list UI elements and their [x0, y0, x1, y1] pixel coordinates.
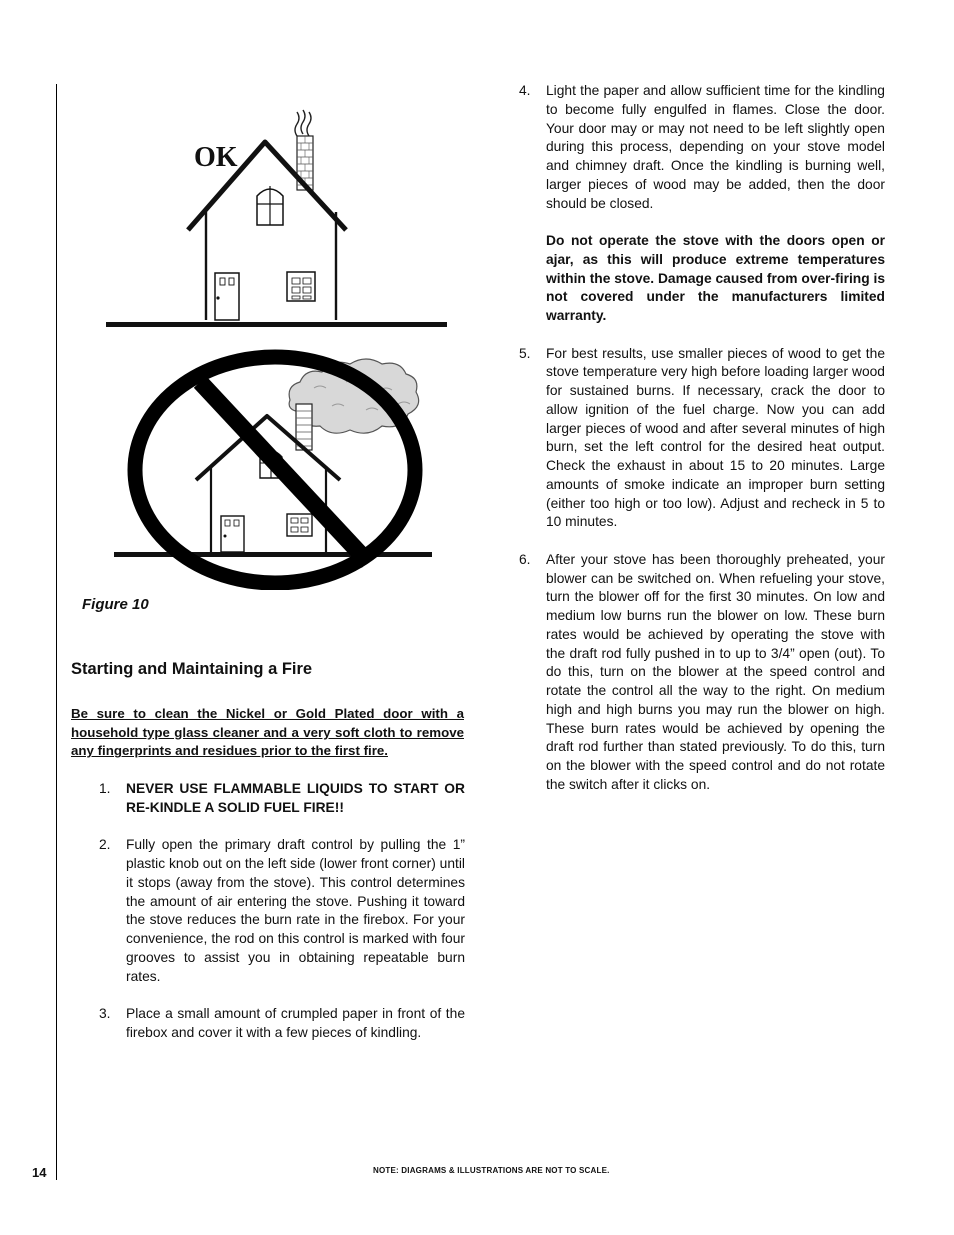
step-number: 4.	[519, 83, 531, 98]
figure-10-illustration	[100, 100, 450, 590]
step-text: For best results, use smaller pieces of wood to get the stove temperature very high before loading larger wood for sustained burns. If necessary, crack the door to allow ignition of the fuel charge. Now you can add larger pieces of wood and after several minutes of high burn, set the left control for the desired heat output. Check the exhaust in about 15 to 20 minutes. Large amounts of smoke indicate an improper burn setting (either too high or too low). Adjust and recheck in 5 to 10 minutes.	[546, 345, 885, 530]
steps-left-column	[99, 780, 465, 1061]
cleaning-warning: Be sure to clean the Nickel or Gold Plated door with a household type glass cleaner and a very soft cloth to remove any fingerprints and residues prior to the first fire.	[71, 706, 464, 759]
step-text: Place a small amount of crumpled paper in front of the firebox and cover it with a few pieces of kindling.	[126, 1006, 465, 1040]
step-number: 3.	[99, 1006, 111, 1021]
figure-caption: Figure 10	[82, 596, 149, 613]
smoking-house-prohibited-drawing	[114, 357, 432, 583]
step-1	[99, 780, 465, 818]
steps-right-column	[519, 82, 885, 813]
margin-rule	[56, 84, 57, 1180]
step-2	[99, 836, 465, 986]
step-4	[519, 82, 885, 326]
step-text: Light the paper and allow sufficient time for the kindling to become fully engulfed in flames. Close the door. Your door may or may not need to be left slightly open during this process, depending on your stove model and chimney draft. Once the kindling is burning well, larger pieces of wood may be added, then the door should be closed.	[546, 83, 885, 211]
over-firing-warning: Do not operate the stove with the doors open or ajar, as this will produce extreme temperatures within the stove. Damage caused from over-firing is not covered under the manufacturers limited warranty.	[546, 233, 885, 323]
step-number: 6.	[519, 551, 531, 567]
step-3	[99, 1005, 465, 1043]
ok-house-drawing	[106, 110, 447, 327]
page-number: 14	[32, 1165, 47, 1180]
step-number: 2.	[99, 837, 111, 853]
step-number: 5.	[519, 345, 531, 361]
footer-scale-note: NOTE: DIAGRAMS & ILLUSTRATIONS ARE NOT TO SCALE.	[373, 1166, 610, 1175]
step-text: NEVER USE FLAMMABLE LIQUIDS TO START OR RE-KINDLE A SOLID FUEL FIRE!!	[126, 781, 465, 815]
step-text: After your stove has been thoroughly preheated, your blower can be switched on. When refueling your stove, turn the blower off for the first 30 minutes. On low and medium low burns run the blower on low. These burn rates would be achieved by operating the stove with the draft rod fully pushed in to up to 3/4” open (out). To do this, turn on the blower at the speed control and rotate the control all the way to the right. On medium high and high burns you may run the blower on high. These burn rates would be achieved by opening the draft rod further than stated previously. To do this, turn on the blower with the speed control and do not rotate the switch after it clicks on.	[546, 551, 885, 792]
section-heading: Starting and Maintaining a Fire	[71, 660, 313, 678]
step-6	[519, 551, 885, 795]
step-number: 1.	[99, 781, 111, 796]
ok-label: OK	[194, 142, 238, 173]
step-5	[519, 345, 885, 533]
step-text: Fully open the primary draft control by pulling the 1” plastic knob out on the left side (lower front corner) until it stops (away from the stove). This control determines the amount of air entering the stove. Pushing it toward the stove reduces the burn rate in the firebox. For your convenience, the rod on this control is marked with four grooves to assist you in obtaining repeatable burn rates.	[126, 837, 465, 984]
